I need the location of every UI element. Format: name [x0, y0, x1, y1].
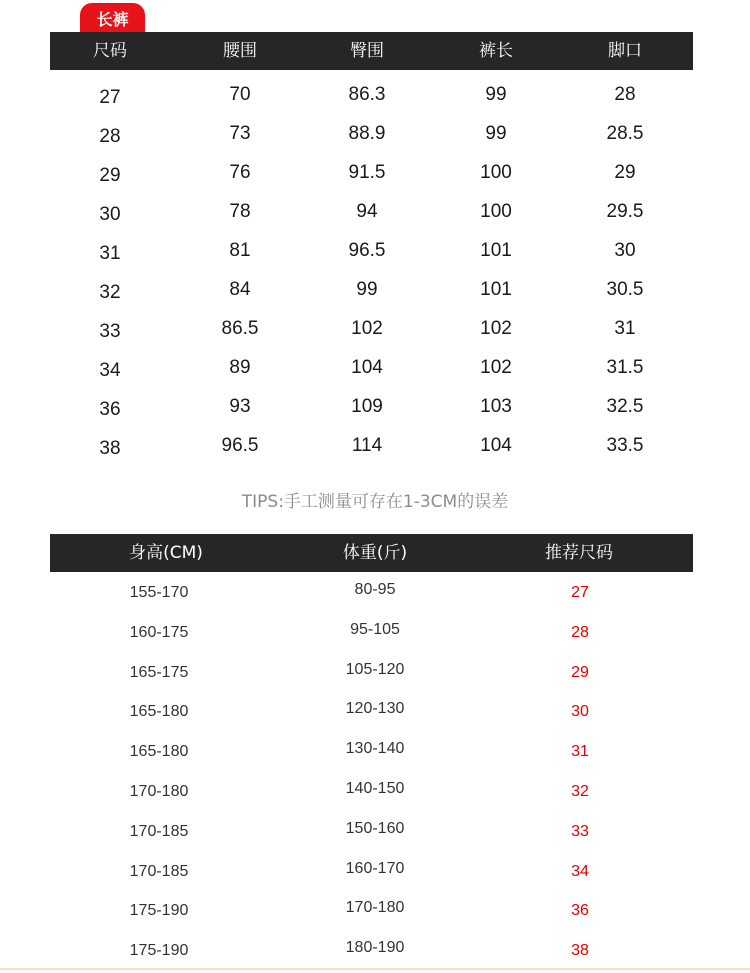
size-table-cell: 96.5: [221, 435, 259, 456]
size-table-cell: 99: [485, 123, 507, 144]
size-table-cell: 99: [356, 279, 378, 300]
size-header-cell: 脚口: [608, 41, 642, 61]
recommend-table-cell: 165-180: [129, 703, 189, 721]
recommend-table-cell: 175-190: [129, 902, 189, 920]
recommend-table-cell: 80-95: [354, 581, 396, 598]
size-table-cell: 30: [99, 204, 121, 225]
size-table-cell: 78: [229, 201, 251, 222]
recommend-table-cell: 120-130: [345, 700, 405, 718]
size-table-cell: 38: [99, 438, 121, 459]
size-table-cell: 93: [229, 396, 251, 417]
size-table-cell: 101: [480, 240, 512, 261]
recommended-size: 30: [571, 703, 589, 721]
size-table-cell: 102: [480, 357, 512, 378]
size-table-cell: 109: [351, 396, 383, 417]
size-table-cell: 86.5: [221, 318, 259, 339]
recommend-table-cell: 175-190: [129, 942, 189, 960]
size-table-cell: 34: [99, 360, 121, 381]
size-table-cell: 33.5: [606, 435, 644, 456]
size-header-cell: 腰围: [223, 41, 257, 61]
size-table-cell: 96.5: [348, 240, 386, 261]
recommend-table-cell: 160-175: [129, 623, 189, 641]
size-table-cell: 103: [480, 396, 512, 417]
size-table-cell: 101: [480, 279, 512, 300]
size-header-cell: 尺码: [93, 41, 127, 61]
recommended-size: 31: [571, 743, 589, 761]
size-table-cell: 30.5: [606, 279, 644, 300]
size-table-cell: 104: [480, 435, 512, 456]
size-table-cell: 99: [485, 84, 507, 105]
recommend-table-cell: 165-175: [129, 663, 189, 681]
recommend-header-cell: 推荐尺码: [545, 543, 613, 563]
size-table-cell: 31.5: [606, 357, 644, 378]
recommended-size: 27: [571, 584, 589, 601]
recommend-table-cell: 105-120: [345, 660, 405, 678]
size-table-cell: 114: [351, 435, 383, 456]
recommend-table-header: [50, 534, 693, 572]
size-table-cell: 81: [229, 240, 251, 261]
size-table-cell: 94: [356, 201, 378, 222]
size-table-cell: 102: [480, 318, 512, 339]
size-table-cell: 28.5: [606, 123, 644, 144]
recommend-table-cell: 150-160: [345, 819, 405, 837]
size-header-cell: 臀围: [350, 41, 384, 61]
size-table-cell: 27: [99, 87, 121, 108]
size-table-cell: 89: [229, 357, 251, 378]
recommended-size: 29: [571, 663, 589, 681]
recommended-size: 38: [571, 942, 589, 960]
recommend-table-cell: 180-190: [345, 939, 405, 957]
recommend-table-cell: 170-185: [129, 862, 189, 880]
size-table-cell: 76: [229, 162, 251, 183]
size-table-header: [50, 32, 693, 70]
recommend-table-cell: 95-105: [350, 620, 400, 638]
size-table-cell: 32.5: [606, 396, 644, 417]
tips-note: TIPS:手工测量可存在1-3CM的误差: [241, 492, 509, 512]
size-header-cell: 裤长: [479, 41, 513, 61]
size-table-cell: 100: [480, 201, 512, 222]
recommend-table-cell: 170-180: [345, 899, 405, 917]
size-table-cell: 36: [99, 399, 121, 420]
size-table-cell: 29: [99, 165, 121, 186]
size-table-cell: 102: [351, 318, 383, 339]
recommend-header-cell: 体重(斤): [342, 543, 408, 563]
size-table-cell: 33: [99, 321, 121, 342]
bottom-divider: [0, 968, 750, 970]
recommend-table-cell: 130-140: [345, 740, 405, 758]
recommend-table-cell: 165-180: [129, 743, 189, 761]
recommend-header-cell: 身高(CM): [129, 543, 203, 563]
size-table-cell: 29.5: [606, 201, 644, 222]
size-table-cell: 29: [614, 162, 636, 183]
size-table-cell: 104: [351, 357, 383, 378]
recommended-size: 36: [571, 902, 589, 920]
size-table-cell: 70: [229, 84, 251, 105]
recommend-table-cell: 155-170: [129, 584, 189, 601]
size-table-cell: 32: [99, 282, 121, 303]
size-table-cell: 30: [614, 240, 636, 261]
recommended-size: 28: [571, 623, 589, 641]
size-table-cell: 88.9: [348, 123, 386, 144]
size-table-cell: 100: [480, 162, 512, 183]
recommend-table-cell: 170-180: [129, 783, 189, 800]
recommend-table-cell: 170-185: [129, 822, 189, 840]
size-table-cell: 91.5: [348, 162, 386, 183]
recommended-size: 33: [571, 822, 589, 840]
size-table-cell: 84: [229, 279, 251, 300]
category-tag: 长裤: [80, 3, 145, 33]
size-table-cell: 31: [99, 243, 121, 264]
size-table-cell: 73: [229, 123, 251, 144]
size-table-cell: 86.3: [348, 84, 386, 105]
size-table-cell: 28: [99, 126, 121, 147]
size-table-cell: 31: [614, 318, 636, 339]
recommended-size: 34: [571, 862, 589, 880]
recommend-table-cell: 140-150: [345, 780, 405, 797]
recommend-table-cell: 160-170: [345, 859, 405, 877]
recommended-size: 32: [571, 783, 589, 800]
size-table-cell: 28: [614, 84, 636, 105]
